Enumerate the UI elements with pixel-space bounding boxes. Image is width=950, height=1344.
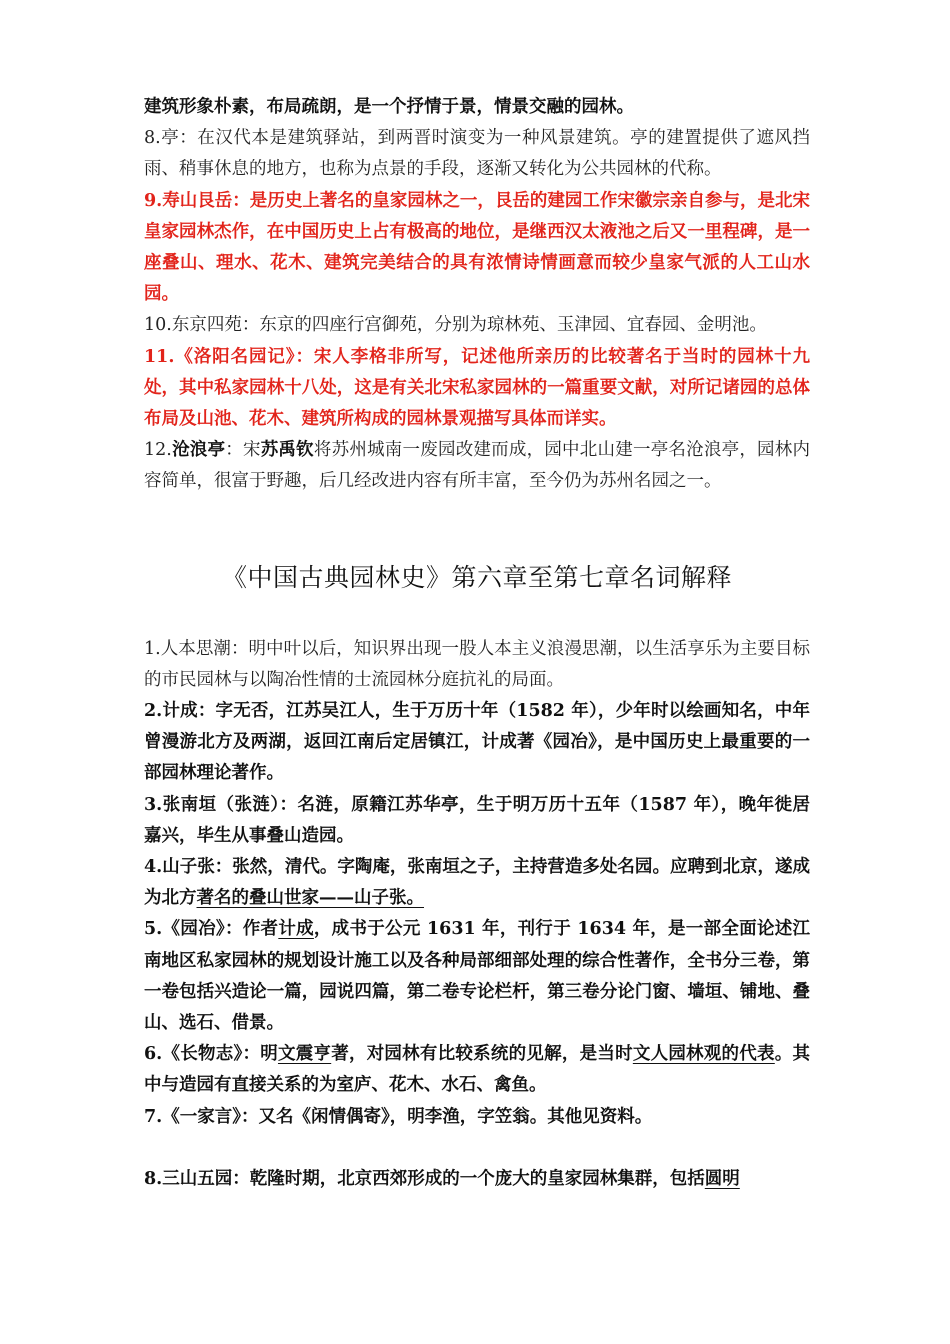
entry-1-humanism: 1.人本思潮：明中叶以后，知识界出现一股人本主义浪漫思潮，以生活享乐为主要目标的市民园林与以陶冶性情的士流园林分庭抗礼的局面。 xyxy=(144,638,810,690)
entry-2-ji-cheng: 2.计成：字无否，江苏吴江人，生于万历十年（1582 年），少年时以绘画知名，中年曾漫游北方及两湖，返回江南后定居镇江，计成著《园冶》，是中国历史上最重要的一部园林理论著作。 xyxy=(144,701,810,784)
entry-12-term: 沧浪亭 xyxy=(171,440,226,461)
entry-12-name: 苏禹钦 xyxy=(260,440,314,461)
entry-6-text-b: 著，对园林有比较系统的见解，是当时 xyxy=(331,1044,633,1065)
document-page xyxy=(144,92,810,1195)
entry-12-text-b: 将苏州城南一废园改建而成，园中北山建一亭名沧浪亭，园林内容简单，很富于野趣，后几经改进内容有所丰富，至今仍为苏州名园之一。 xyxy=(144,440,811,492)
entry-8-underlined: 圆明 xyxy=(704,1168,740,1189)
entry-6-underlined-a: 文震亨 xyxy=(277,1044,332,1065)
entry-8-pavilion: 8.亭：在汉代本是建筑驿站，到两晋时演变为一种风景建筑。亭的建置提供了遮风挡雨、稍事休息的地方，也称为点景的手段，逐渐又转化为公共园林的代称。 xyxy=(144,128,810,180)
entry-11-luoyang-mingyuanji: 11.《洛阳名园记》：宋人李格非所写，记述他所亲历的比较著名于当时的园林十九处，其中私家园林十八处，这是有关北宋私家园林的一篇重要文献，对所记诸园的总体布局及山池、花木、建筑所构成的园林景观描写具体而详实。 xyxy=(144,346,810,430)
blank-line xyxy=(144,1133,810,1164)
entry-5-text-a: 5.《园冶》：作者 xyxy=(144,919,279,940)
paragraph-continuation: 建筑形象朴素，布局疏朗，是一个抒情于景，情景交融的园林。 xyxy=(144,97,634,117)
entry-12-number: 12. xyxy=(144,440,172,461)
entry-12-canglang-pavilion xyxy=(144,435,810,497)
entry-8-sanshan-wuyuan xyxy=(144,1164,810,1195)
entry-12-text-a: ：宋 xyxy=(225,440,261,461)
section-title: 《中国古典园林史》第六章至第七章名词解释 xyxy=(221,562,732,592)
entry-6-text-c: 。其中与造园有直接关系的为室庐、花木、水石、禽鱼。 xyxy=(144,1044,811,1096)
entry-3-zhang-nanyuan: 3.张南垣（张涟）：名涟，原籍江苏华亭，生于明万历十五年（1587 年），晚年徙居嘉兴，毕生从事叠山造园。 xyxy=(144,794,810,846)
entry-10-dongjing-siyuan: 10.东京四苑：东京的四座行宫御苑，分别为琼林苑、玉津园、宜春园、金明池。 xyxy=(144,315,767,336)
entry-4-underlined: 著名的叠山世家——山子张。 xyxy=(196,888,424,909)
entry-4-shanzi-zhang xyxy=(144,852,810,914)
entry-9-shoushan-genyue: 9.寿山艮岳：是历史上著名的皇家园林之一，艮岳的建园工作宋徽宗亲自参与，是北宋皇家园林杰作，在中国历史上占有极高的地位，是继西汉太液池之后又一里程碑，是一座叠山、理水、花木、建筑完美结合的具有浓情诗情画意而较少皇家气派的人工山水园。 xyxy=(144,190,810,305)
entry-7-yijiayan: 7.《一家言》：又名《闲情偶寄》，明李渔，字笠翁。其他见资料。 xyxy=(144,1106,653,1127)
entry-4-text: 4.山子张：张然，清代。字陶庵，张南垣之子，主持营造多处名园。应聘到北京，遂成为北方 xyxy=(144,857,810,909)
entry-6-text-a: 6.《长物志》：明 xyxy=(144,1044,278,1065)
entry-8-text: 8.三山五园：乾隆时期，北京西郊形成的一个庞大的皇家园林集群，包括 xyxy=(144,1168,705,1189)
entry-6-underlined-b: 文人园林观的代表 xyxy=(632,1044,775,1065)
entry-5-yuanye xyxy=(144,914,810,1039)
entry-6-zhangwuzhi xyxy=(144,1039,810,1101)
entry-5-text-b: ，成书于公元 1631 年，刊行于 1634 年，是一部全面论述江南地区私家园林的规划设计施工以及各种局部细部处理的综合性著作，全书分三卷，第一卷包括兴造论一篇，园说四篇，第二卷专论栏杆，第三卷分论门窗、墙垣、铺地、叠山、选石、借景。 xyxy=(144,919,811,1034)
entry-5-underlined: 计成 xyxy=(278,919,314,940)
